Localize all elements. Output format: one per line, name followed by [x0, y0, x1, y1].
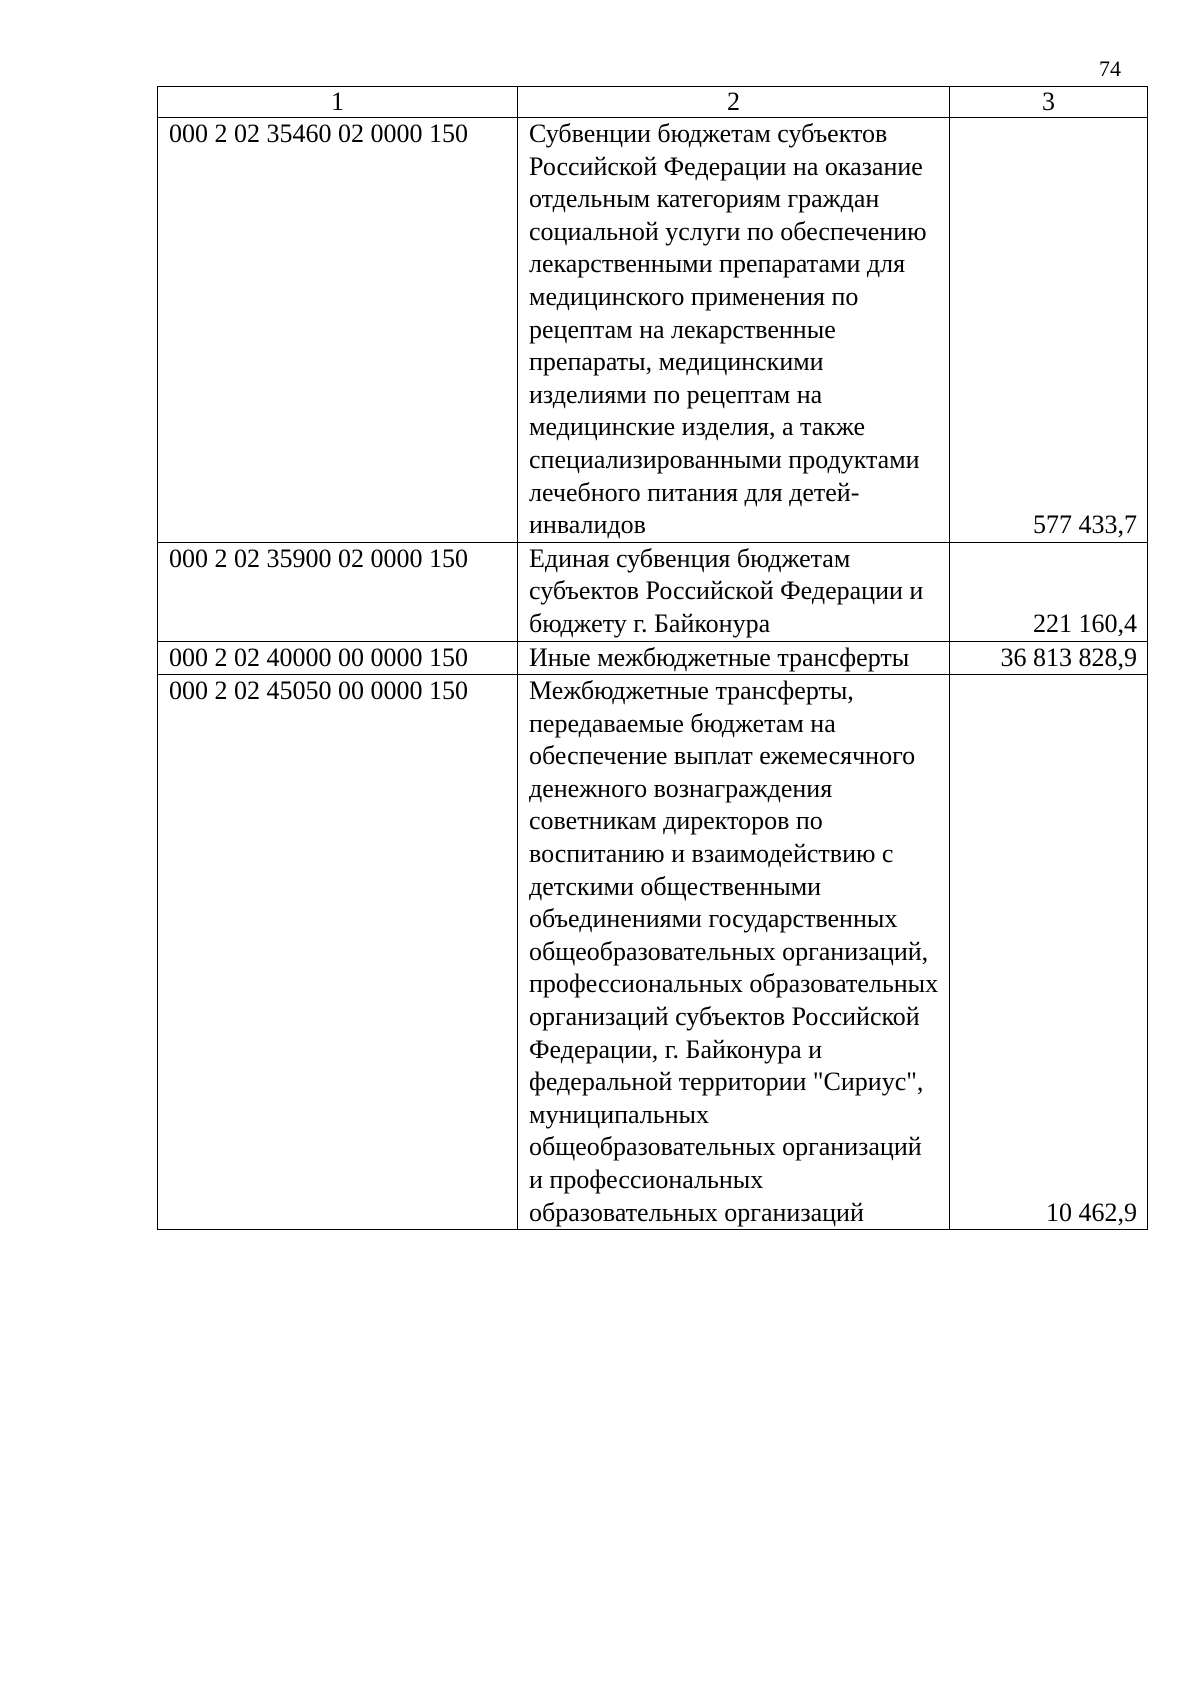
table-row: [158, 118, 1148, 543]
table-row: [158, 641, 1148, 675]
page-number: 74: [1099, 56, 1121, 81]
column-header-amount: 3: [950, 87, 1148, 118]
description-cell: Межбюджетные трансферты, передаваемые бюджетам на обеспечение выплат ежемесячного денежного вознаграждения советникам директоров по воспитанию и взаимодействию с детскими общественными объединениями государственных общеобразовательных организаций, профессиональных образовательных организаций субъектов Российской Федерации, г. Байконура и федеральной территории "Сириус", муниципальных общеобразовательных организаций и профессиональных образовательных организаций: [518, 675, 950, 1230]
budget-code-cell: 000 2 02 35460 02 0000 150: [158, 118, 518, 543]
budget-code-cell: 000 2 02 40000 00 0000 150: [158, 641, 518, 675]
column-header-code: 1: [158, 87, 518, 118]
description-cell: Единая субвенция бюджетам субъектов Российской Федерации и бюджету г. Байконура: [518, 542, 950, 641]
table-row: [158, 675, 1148, 1230]
column-header-description: 2: [518, 87, 950, 118]
amount-cell: 577 433,7: [950, 118, 1148, 543]
description-cell: Субвенции бюджетам субъектов Российской Федерации на оказание отдельным категориям граждан социальной услуги по обеспечению лекарственными препаратами для медицинского применения по рецептам на лекарственные препараты, медицинскими изделиями по рецептам на медицинские изделия, а также специализированными продуктами лечебного питания для детей-инвалидов: [518, 118, 950, 543]
table-row: [158, 542, 1148, 641]
budget-code-cell: 000 2 02 45050 00 0000 150: [158, 675, 518, 1230]
amount-cell: 36 813 828,9: [950, 641, 1148, 675]
table-header-row: [158, 87, 1148, 118]
amount-cell: 10 462,9: [950, 675, 1148, 1230]
budget-code-cell: 000 2 02 35900 02 0000 150: [158, 542, 518, 641]
budget-table: [157, 86, 1148, 1230]
amount-cell: 221 160,4: [950, 542, 1148, 641]
description-cell: Иные межбюджетные трансферты: [518, 641, 950, 675]
